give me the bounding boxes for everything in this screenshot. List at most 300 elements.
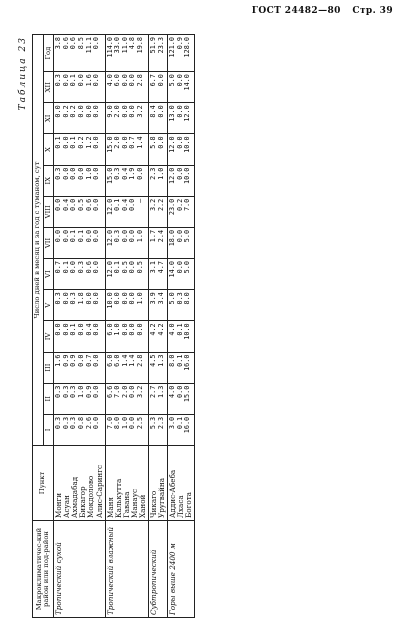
value: 0.4 [120,167,129,180]
value: 1.4 [120,354,129,367]
station-name: Гавана [121,491,131,518]
value: 3.2 [148,198,157,212]
value: 12.0 [183,105,192,122]
value: 0.3 [113,229,122,243]
value: 0.0 [54,229,63,243]
table-body [54,35,195,618]
value: 7.0 [183,198,192,212]
value-cell [105,352,148,383]
value: 0.0 [120,323,129,336]
value: 4.5 [148,354,157,367]
col-point-header: Пункт [33,446,54,521]
value: 0.0 [128,229,137,243]
value: 4.0 [168,385,177,398]
value: 0.5 [136,261,145,274]
value: 0.0 [77,354,86,367]
value: 0.6 [61,37,70,50]
value-cell [54,321,105,352]
value: 0.0 [175,136,184,149]
value: 0.0 [61,229,70,243]
value: 7.0 [113,385,122,398]
value: 12.0 [168,167,177,184]
value-cell [54,103,105,134]
value: 0.0 [84,292,93,305]
value: 0.0 [54,198,63,212]
value: 1.0 [120,416,129,430]
value: 10.0 [183,136,192,153]
value-cell [168,259,195,290]
station-name: Алис-Сарингс [94,464,104,518]
value-cell [168,134,195,165]
value: 0.0 [84,229,93,243]
value: 0.1 [77,229,86,243]
value: 51.9 [148,37,157,54]
value: 0.0 [77,323,86,336]
value-cell [105,259,148,290]
value: 3.9 [148,292,157,305]
value: 1.0 [84,167,93,180]
month-header: III [43,352,54,383]
value: 0.4 [61,198,70,212]
value: 1.0 [113,323,122,336]
value: 19.8 [136,37,145,54]
gost-number: ГОСТ 24482—80 [251,6,341,16]
value: 0.0 [128,74,137,87]
month-header: XI [43,103,54,134]
value: 0.1 [113,261,122,274]
value: 1.4 [136,136,145,149]
value: — [136,198,145,203]
station-name: Асуан [62,495,72,518]
value: 0.0 [77,74,86,87]
value: 3.2 [136,385,145,398]
value: 0.0 [128,292,137,305]
value: 0.0 [120,229,129,243]
station-name: Богота [184,492,194,518]
value: 2.2 [156,198,165,212]
value: 0.1 [54,136,63,149]
value: 0.0 [92,167,101,180]
value: 15.0 [183,385,192,403]
value: 1.0 [136,292,145,305]
value: 4.2 [148,323,157,336]
value: 0.3 [175,292,184,305]
value: 0.1 [69,323,78,336]
value-cell [148,196,167,227]
value-cell [148,383,167,414]
value: 9.0 [105,105,114,118]
value: 1.2 [84,136,93,149]
fog-days-table [32,34,195,618]
value: 2.8 [136,74,145,87]
value: 0.3 [113,167,122,180]
table-caption: Таблица 23 [18,36,28,111]
value-cell [168,383,195,414]
value-cell [148,290,167,321]
value: 0.4 [84,323,93,336]
value: 12.0 [105,198,114,216]
stations-cell [148,446,167,521]
value-cell [105,35,148,72]
value: 0.3 [54,385,63,398]
value: 16.0 [183,416,192,434]
value: 0.9 [69,354,78,367]
value: 0.0 [156,74,165,87]
value-cell [105,227,148,258]
value-cell [168,321,195,352]
value: 0.0 [69,167,78,180]
value: 0.0 [54,105,63,118]
value: 12.0 [168,136,177,153]
value: 0.3 [69,385,78,398]
value: 12.0 [105,229,114,247]
value: 0.1 [175,323,184,336]
value: 13.0 [168,105,177,122]
value: 3.1 [148,261,157,274]
value: 8.0 [183,292,192,305]
month-header: II [43,383,54,414]
value: 2.5 [136,416,145,430]
value: 0.0 [92,323,101,336]
value: 0.0 [77,105,86,118]
value-cell [168,35,195,72]
value: 0.0 [84,105,93,118]
value: 8.0 [113,416,122,430]
value: 0.0 [92,385,101,398]
station-name: Маня [105,497,115,518]
value: 0.0 [175,229,184,243]
value: 1.3 [156,354,165,367]
value: 1.6 [84,74,93,87]
value-cell [54,196,105,227]
value: 0.3 [61,385,70,398]
value: 0.1 [69,229,78,243]
stations-cell [168,446,195,521]
value: 4.0 [168,323,177,336]
value: 6.7 [148,74,157,87]
value: 11.0 [120,37,129,54]
page-number: Стр. 39 [352,6,393,16]
value: 15.0 [105,136,114,153]
value-cell [168,227,195,258]
value: 2.0 [120,385,129,398]
value: 0.3 [54,74,63,87]
value: 2.8 [136,354,145,367]
value: 0.0 [77,167,86,180]
station-name: Ахмадабад [70,476,80,518]
value: 6.0 [113,354,122,367]
value: 0.5 [77,198,86,212]
value: 1.9 [128,167,137,180]
value-cell [105,414,148,445]
value: 2.4 [156,229,165,243]
value: 2.6 [84,416,93,430]
value: 1.3 [156,385,165,398]
value: 33.0 [113,37,122,54]
value-cell [148,259,167,290]
value: 0.0 [120,74,129,87]
value: 8.4 [148,105,157,118]
value-cell [105,103,148,134]
table-row [148,35,167,618]
value: 0.1 [61,261,70,274]
value: 0.0 [120,136,129,149]
value: 128.0 [183,37,192,58]
value: 0.6 [84,198,93,212]
value: 0.0 [92,136,101,149]
value: 10.0 [183,323,192,340]
value: 1.0 [136,229,145,243]
value: 18.0 [168,229,177,247]
value-cell [148,321,167,352]
value: 0.3 [54,292,63,305]
value: 0.9 [84,385,93,398]
value: 0.1 [175,354,184,367]
rotated-table-area [16,30,394,622]
value: 0.7 [128,136,137,149]
value-cell [54,259,105,290]
value-cell [148,352,167,383]
stations-cell [105,446,148,521]
value: 1.0 [77,385,86,398]
value: 4.2 [156,323,165,336]
value: 0.2 [61,105,70,118]
value-cell [105,290,148,321]
value: 0.0 [136,323,145,336]
value-cell [148,35,167,72]
value: 0.0 [92,37,101,50]
value-cell [168,196,195,227]
month-header: I [43,414,54,445]
value: 1.0 [156,167,165,180]
value: 0.3 [54,167,63,180]
col-region-header: Макроклиматичес-кий район или под-район [33,521,54,618]
station-name: Калькутта [113,478,123,518]
value: 0.0 [69,198,78,212]
value: 3.0 [168,416,177,430]
value: 5.8 [148,136,157,149]
station-name: Лхаса [176,495,186,518]
value: 0.0 [156,136,165,149]
value-cell [105,72,148,103]
value: 12.0 [105,261,114,278]
month-header: X [43,134,54,165]
value-cell [105,165,148,196]
value-cell [168,290,195,321]
region-cell: Субтропический [148,521,167,618]
value-cell [105,196,148,227]
value: 0.0 [61,292,70,305]
value-cell [148,227,167,258]
value: 0.3 [69,416,78,430]
value: 0.0 [92,416,101,430]
month-header: VIII [43,196,54,227]
value-cell [54,134,105,165]
value: 11.1 [84,37,93,54]
value: 4.0 [105,74,114,87]
station-name: Чикаго [148,490,158,518]
value: 0.0 [92,292,101,305]
station-name: Аддис-Абеба [168,469,178,518]
value: 0.0 [92,74,101,87]
region-cell: Горы выше 2400 м [168,521,195,618]
value: 4.8 [128,37,137,50]
value: 0.0 [92,198,101,212]
value: 0.0 [120,105,129,118]
value-cell [148,72,167,103]
value: 0.6 [84,261,93,274]
value-cell [54,227,105,258]
value: 0.2 [175,198,184,212]
value: 2.3 [156,416,165,430]
value: 0.7 [54,261,63,274]
region-cell: Тропический сухой [54,521,105,618]
value: 0.0 [92,354,101,367]
station-name: Мокдолово [86,475,96,518]
group-header: Число дней в месяц и за год с туманом, сут [33,35,44,446]
value: 0.1 [69,136,78,149]
value-cell [54,72,105,103]
value-cell [168,103,195,134]
rotated-content [16,30,394,622]
station-name: Уругвайна [156,478,166,518]
month-header: VI [43,259,54,290]
value: 0.0 [128,416,137,430]
value: 5.0 [183,261,192,274]
value: 0.9 [175,37,184,50]
month-header: XII [43,72,54,103]
value: 0.8 [77,416,86,430]
value-cell [168,165,195,196]
value: 5.0 [168,74,177,87]
value: 0.0 [128,105,137,118]
value: 1.6 [54,354,63,367]
value-cell [168,414,195,445]
value: 0.0 [136,167,145,180]
value: 5.3 [148,416,157,430]
value-cell [148,414,167,445]
stations-cell [54,446,105,521]
value: 2.0 [113,105,122,118]
table-row [105,35,148,618]
value: 3.4 [156,292,165,305]
value: 3.2 [136,105,145,118]
value-cell [54,165,105,196]
value: 0.1 [113,198,122,212]
station-name: Бикагор [78,486,88,518]
value-cell [105,321,148,352]
value: 121.0 [168,37,177,58]
month-header: IV [43,321,54,352]
value-cell [54,383,105,414]
station-name: Манаус [129,489,139,518]
value: 2.0 [113,136,122,149]
month-header: V [43,290,54,321]
value: 0.3 [69,292,78,305]
value: 0.0 [61,136,70,149]
table-row [168,35,195,618]
value: 2.3 [148,167,157,180]
value: 0.0 [92,261,101,274]
value: 1.4 [128,354,137,367]
value: 15.0 [105,167,114,184]
value: 0.0 [175,74,184,87]
value: 23.3 [156,37,165,54]
value: 0.3 [54,416,63,430]
value: 0.0 [175,105,184,118]
value-cell [54,352,105,383]
value: 0.7 [84,354,93,367]
station-name: Монги [54,492,64,518]
value: 0.9 [61,354,70,367]
value: 0.6 [69,37,78,50]
value: 3.8 [54,37,63,50]
value: 1.7 [148,229,157,243]
value: 0.0 [175,385,184,398]
value-cell [105,134,148,165]
value: 0.4 [120,198,129,212]
region-cell: Тропический влажный [105,521,148,618]
value: 8.5 [77,37,86,50]
value: 5.0 [183,229,192,243]
value: 0.0 [92,105,101,118]
value: 0.0 [61,167,70,180]
value: 0.0 [61,323,70,336]
value: 2.7 [148,385,157,398]
value: 10.0 [183,167,192,184]
value: 0.3 [61,416,70,430]
value-cell [148,165,167,196]
value: 7.0 [105,416,114,430]
page-header [244,6,393,16]
value: 6.0 [105,323,114,336]
value: 8.0 [168,354,177,367]
value: 16.0 [183,354,192,371]
value: 14.0 [168,261,177,278]
value-cell [105,383,148,414]
month-header: VII [43,227,54,258]
value: 0.2 [69,105,78,118]
value: 0.0 [175,167,184,180]
value: 6.0 [113,74,122,87]
value: 0.0 [69,261,78,274]
value: 0.2 [77,136,86,149]
value: 1.8 [77,292,86,305]
value: 0.0 [128,261,137,274]
value: 0.1 [69,74,78,87]
value: 4.7 [156,261,165,274]
value-cell [168,72,195,103]
station-name: Ханой [137,494,147,518]
value: 0.0 [61,74,70,87]
value-cell [54,35,105,72]
value: 0.1 [175,416,184,430]
value: 0.0 [113,292,122,305]
value: 0.0 [92,229,101,243]
value: 23.0 [168,198,177,216]
table-row [54,35,105,618]
value: 0.0 [120,292,129,305]
value-cell [148,134,167,165]
value-cell [168,352,195,383]
month-header: IX [43,165,54,196]
value: 0.0 [128,323,137,336]
value: 0.0 [128,198,137,212]
value: 0.5 [120,261,129,274]
value: 0.0 [128,385,137,398]
value: 5.0 [168,292,177,305]
value: 14.0 [183,74,192,91]
